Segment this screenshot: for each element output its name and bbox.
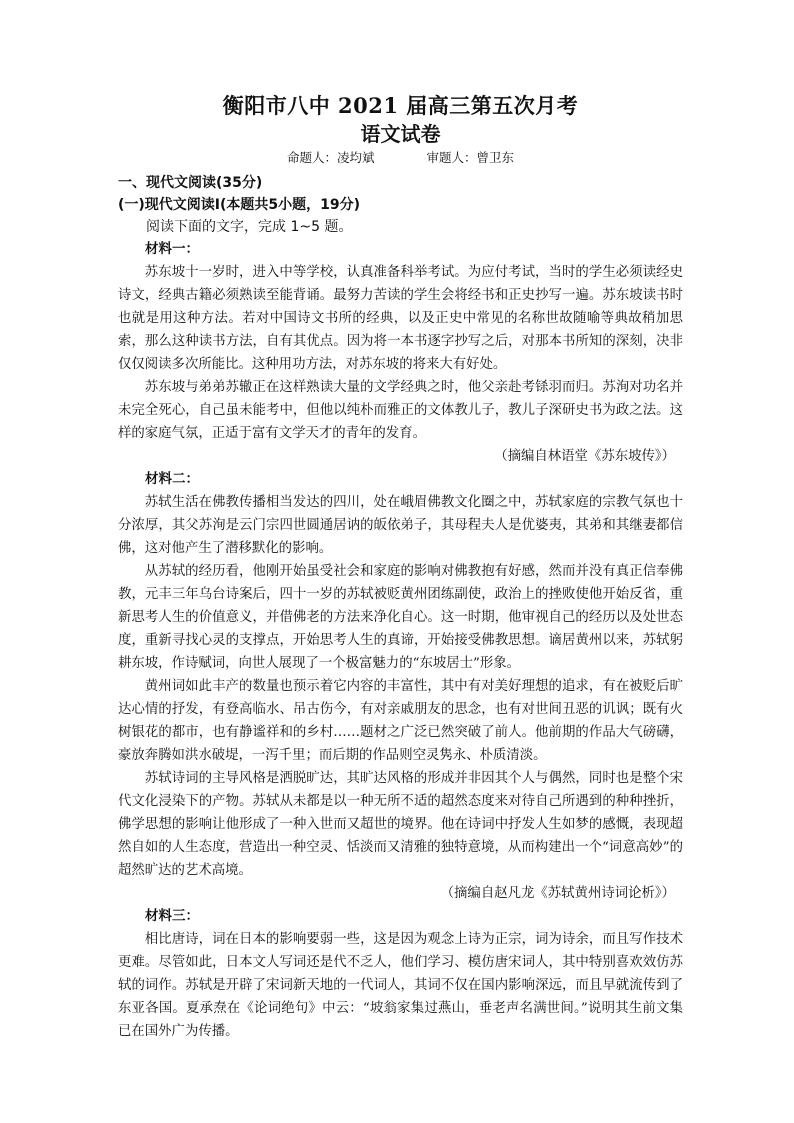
question-reviewer: 审题人：曾卫东	[426, 150, 514, 165]
exam-page	[118, 92, 683, 1043]
material-3-paragraph: 相比唐诗，词在日本的影响要弱一些，这是因为观念上诗为正宗，词为诗余，而且写作技术更难。尽管如此，日本文人写词还是代不乏人，他们学习、模仿唐宋词人，其中特别喜欢效仿苏轼的词作。苏轼是开辟了宋词新天地的一代词人，其词不仅在国内影响深远，而且早就流传到了东亚各国。夏承焘在《论词绝句》中云：“坡翁家集过燕山，垂老声名满世间。”说明其生前文集已在国外广为传播。	[118, 932, 683, 1039]
material-2-paragraph: 苏轼诗词的主导风格是洒脱旷达，其旷达风格的形成并非因其个人与偶然，同时也是整个宋代文化浸染下的产物。苏轼从未都是以一种无所不适的超然态度来对待自己所遇到的种种挫折，佛学思想的影响让他形成了一种入世而又超世的境界。他在诗词中抒发人生如梦的感慨，表现超然自如的人生态度，营造出一种空灵、恬淡而又清雅的独特意境，从而构建出一个“词意高妙”的超然旷达的艺术高境。	[118, 771, 683, 878]
material-1-paragraph: 苏东坡十一岁时，进入中等学校，认真准备科举考试。为应付考试，当时的学生必须读经史诗文，经典古籍必须熟读至能背诵。最努力苦读的学生会将经书和正史抄写一遍。苏东坡读书时也就是用这种方法。若对中国诗文书所的经典，以及正史中常见的名称世故随喻等典故稍加思索，那么这种读书方法，自有其优点。因为将一本书逐字抄写之后，对那本书所知的深刻，决非仅仅阅读多次所能比。这种用功方法，对苏东坡的将来大有好处。	[118, 265, 683, 372]
material-3-label: 材料三：	[145, 908, 199, 924]
material-2-label: 材料二：	[145, 471, 199, 487]
material-2-paragraph: 苏轼生活在佛教传播相当发达的四川，处在峨眉佛教文化圈之中，苏轼家庭的宗教气氛也十分浓厚，其父苏洵是云门宗四世圆通居讷的皈依弟子，其母程夫人是优婆夷，其弟和其继妻都信佛，这对他产生了潜移默化的影响。	[118, 495, 683, 556]
reading-instruction: 阅读下面的文字，完成 1~5 题。	[146, 219, 353, 235]
material-2-paragraph: 从苏轼的经历看，他刚开始虽受社会和家庭的影响对佛教抱有好感，然而并没有真正信奉佛教，元丰三年乌台诗案后，四十一岁的苏轼被贬黄州团练副使，政治上的挫败使他开始反省，重新思考人生的价值意义，并借佛老的方法来净化自心。这一时期，他审视自己的经历以及处世态度，重新寻找心灵的支撑点，开始思考人生的真谛，开始接受佛教思想。谪居黄州以来，苏轼躬耕东坡，作诗赋词，向世人展现了一个极富魅力的“东坡居士”形象。	[118, 564, 683, 671]
exam-title: 衡阳市八中 2021 届高三第五次月考	[222, 93, 579, 118]
material-1-paragraph: 苏东坡与弟弟苏辙正在这样熟读大量的文学经典之时，他父亲赴考铩羽而归。苏洵对功名并未完全死心，自己虽未能考中，但他以纯朴而雅正的文体教儿子，教儿子深研史书为政之法。这样的家庭气氛，正适于富有文学天才的青年的发育。	[118, 380, 683, 441]
material-1-label: 材料一：	[145, 241, 199, 257]
material-1-source: （摘编自林语堂《苏东坡传》）	[494, 449, 675, 464]
material-2-source: （摘编自赵凡龙《苏轼黄州诗词论析》）	[440, 886, 675, 901]
section-heading: 一、现代文阅读(35分)	[118, 175, 263, 191]
author-line	[118, 148, 683, 168]
exam-subject: 语文试卷	[360, 122, 441, 146]
question-setter: 命题人：凌均斌	[286, 150, 375, 165]
material-2-paragraph: 黄州词如此丰产的数量也预示着它内容的丰富性，其中有对美好理想的追求，有在被贬后旷达心情的抒发，有登高临水、吊古伤今，有对亲戚朋友的思念，也有对世间丑恶的讥讽；既有火树银花的都市，也有静谧祥和的乡村……题材之广泛已然突破了前人。他前期的作品大气磅礴，豪放奔腾如洪水破堤，一泻千里；而后期的作品则空灵隽永、朴质清淡。	[118, 679, 683, 763]
subsection-heading: (一)现代文阅读Ⅰ(本题共5小题，19分)	[118, 197, 361, 213]
